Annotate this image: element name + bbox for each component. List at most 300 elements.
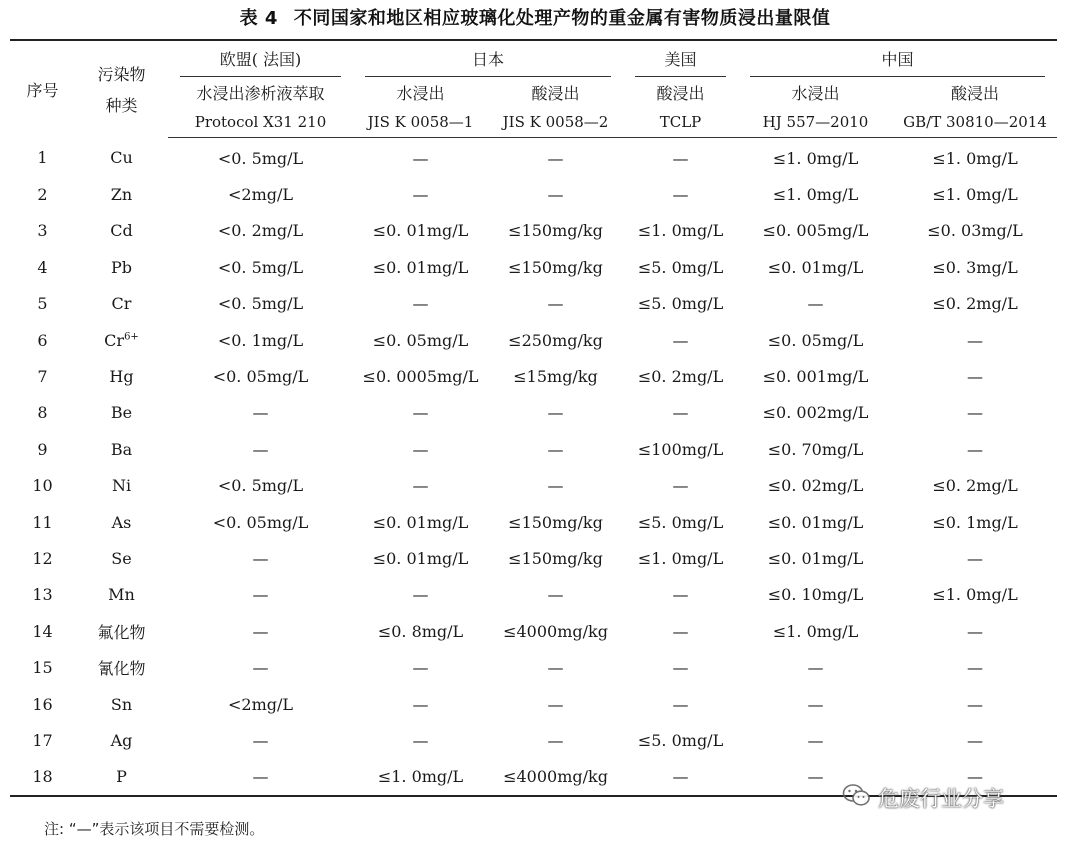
cell-limit — [168, 686, 353, 722]
cell-limit — [488, 213, 623, 249]
table-title-text: 不同国家和地区相应玻璃化处理产物的重金属有害物质浸出量限值 — [293, 8, 831, 29]
header-method: 水浸出 — [791, 83, 840, 103]
pollutant-value: Pb — [110, 257, 132, 277]
limit-value: — — [672, 185, 689, 205]
limit-value: — — [547, 439, 564, 459]
limit-value: ≤0. 2mg/L — [932, 476, 1018, 496]
table-row — [10, 431, 1057, 467]
table-row — [10, 322, 1057, 358]
cell-limit — [893, 322, 1057, 358]
pollutant-value: 氰化物 — [97, 659, 146, 679]
header-row-groups — [10, 40, 1057, 77]
limit-value: — — [967, 403, 984, 423]
table-row — [10, 213, 1057, 249]
limit-value: — — [547, 585, 564, 605]
cell-limit — [168, 759, 353, 796]
seq-value: 6 — [37, 330, 48, 350]
seq-value: 16 — [32, 694, 53, 714]
cell-limit — [353, 431, 488, 467]
header-code: Protocol X31 210 — [168, 107, 353, 138]
limit-value: ≤0. 002mg/L — [762, 403, 869, 423]
limit-value: ≤0. 05mg/L — [767, 330, 864, 350]
cell-seq — [10, 322, 75, 358]
cell-limit — [623, 358, 738, 394]
cell-seq — [10, 540, 75, 576]
limit-value: <2mg/L — [227, 185, 293, 205]
limit-value: — — [412, 658, 429, 678]
limit-value: ≤250mg/kg — [508, 330, 603, 350]
cell-limit — [623, 759, 738, 796]
limit-value: ≤0. 8mg/L — [377, 621, 464, 641]
cell-pollutant — [75, 249, 168, 285]
pollutant-value: Be — [110, 403, 133, 423]
seq-value: 5 — [37, 294, 48, 314]
seq-value: 3 — [37, 221, 48, 241]
limit-value: — — [967, 367, 984, 387]
pollutant-value: Zn — [110, 185, 133, 205]
cell-limit — [893, 138, 1057, 177]
cell-limit — [893, 431, 1057, 467]
limit-value: ≤0. 10mg/L — [767, 585, 864, 605]
limit-value: — — [547, 403, 564, 423]
limit-value: ≤150mg/kg — [508, 548, 603, 568]
table-note: 注: “—”表示该项目不需要检测。 — [44, 820, 265, 838]
cell-limit — [893, 577, 1057, 613]
limit-value: ≤0. 1mg/L — [932, 512, 1018, 532]
cell-limit — [623, 577, 738, 613]
cell-limit — [893, 358, 1057, 394]
limit-value: ≤5. 0mg/L — [637, 730, 724, 750]
cell-limit — [488, 395, 623, 431]
cell-limit — [168, 213, 353, 249]
header-method: 水浸出 — [396, 83, 445, 103]
limit-value: — — [547, 658, 564, 678]
header-code: JIS K 0058—2 — [488, 107, 623, 138]
limit-value: ≤0. 01mg/L — [372, 512, 469, 532]
cell-limit — [353, 686, 488, 722]
cell-limit — [353, 613, 488, 649]
limit-value: — — [547, 730, 564, 750]
limit-value: — — [672, 694, 689, 714]
cell-limit — [738, 176, 893, 212]
limit-value: ≤5. 0mg/L — [637, 294, 724, 314]
seq-value: 18 — [32, 767, 53, 787]
table-title — [0, 4, 1070, 30]
limit-value: — — [547, 294, 564, 314]
limit-value: <0. 5mg/L — [217, 294, 304, 314]
header-group-eu: 欧盟( 法国) — [168, 40, 353, 77]
limit-value: — — [807, 730, 824, 750]
table-row — [10, 395, 1057, 431]
limit-value: ≤0. 0005mg/L — [362, 367, 479, 387]
limit-value: — — [412, 730, 429, 750]
limit-value: ≤1. 0mg/L — [932, 585, 1018, 605]
cell-limit — [488, 649, 623, 685]
cell-seq — [10, 249, 75, 285]
cell-limit — [488, 686, 623, 722]
cell-pollutant — [75, 286, 168, 322]
pollutant-value: Sn — [110, 694, 133, 714]
limit-value: — — [547, 148, 564, 168]
limit-value: <0. 2mg/L — [217, 221, 304, 241]
cell-pollutant — [75, 613, 168, 649]
cell-limit — [738, 431, 893, 467]
cell-seq — [10, 649, 75, 685]
leaching-limits-table — [10, 39, 1057, 797]
cell-limit — [353, 176, 488, 212]
pollutant-value: Cr — [104, 330, 125, 350]
cell-pollutant — [75, 686, 168, 722]
limit-value: ≤1. 0mg/L — [772, 148, 859, 168]
limit-value: — — [412, 476, 429, 496]
cell-limit — [738, 686, 893, 722]
cell-limit — [353, 468, 488, 504]
cell-limit — [738, 577, 893, 613]
limit-value: ≤15mg/kg — [513, 367, 598, 387]
cell-limit — [623, 322, 738, 358]
cell-limit — [893, 686, 1057, 722]
seq-value: 11 — [32, 512, 53, 532]
cell-limit — [623, 431, 738, 467]
cell-limit — [738, 722, 893, 758]
seq-value: 7 — [37, 367, 48, 387]
header-code: GB/T 30810—2014 — [893, 107, 1057, 138]
limit-value: — — [672, 330, 689, 350]
limit-value: ≤100mg/L — [637, 439, 724, 459]
cell-limit — [168, 468, 353, 504]
header-code: JIS K 0058—1 — [353, 107, 488, 138]
table-row — [10, 722, 1057, 758]
limit-value: — — [547, 185, 564, 205]
limit-value: ≤1. 0mg/L — [637, 221, 724, 241]
cell-limit — [168, 504, 353, 540]
table-row — [10, 577, 1057, 613]
cell-limit — [738, 395, 893, 431]
cell-limit — [623, 138, 738, 177]
cell-limit — [488, 138, 623, 177]
seq-value: 14 — [32, 621, 53, 641]
cell-limit — [353, 577, 488, 613]
cell-pollutant — [75, 431, 168, 467]
pollutant-value: P — [116, 767, 127, 787]
table-row — [10, 686, 1057, 722]
cell-limit — [488, 249, 623, 285]
header-row-methods — [10, 77, 1057, 107]
limit-value: — — [252, 439, 269, 459]
cell-limit — [488, 759, 623, 796]
cell-pollutant — [75, 176, 168, 212]
limit-value: ≤4000mg/kg — [503, 621, 608, 641]
pollutant-value: As — [111, 512, 132, 532]
pollutant-value: Mn — [108, 585, 135, 605]
cell-pollutant — [75, 358, 168, 394]
limit-value: — — [672, 585, 689, 605]
limit-value: — — [252, 585, 269, 605]
table-body — [10, 138, 1057, 797]
limit-value: — — [967, 330, 984, 350]
limit-value: — — [967, 658, 984, 678]
cell-limit — [623, 540, 738, 576]
seq-value: 9 — [37, 439, 48, 459]
pollutant-value: Cr — [111, 294, 132, 314]
cell-seq — [10, 286, 75, 322]
header-group-japan: 日本 — [353, 40, 623, 77]
cell-pollutant — [75, 138, 168, 177]
cell-pollutant — [75, 649, 168, 685]
cell-limit — [623, 686, 738, 722]
limit-value: — — [807, 767, 824, 787]
header-method: 酸浸出 — [656, 83, 705, 103]
limit-value: — — [967, 767, 984, 787]
header-code: TCLP — [623, 107, 738, 138]
pollutant-value: 氟化物 — [97, 622, 146, 642]
cell-limit — [353, 759, 488, 796]
cell-limit — [488, 504, 623, 540]
header-method: 酸浸出 — [531, 83, 580, 103]
limit-value: ≤0. 2mg/L — [932, 294, 1018, 314]
header-method: 酸浸出 — [951, 83, 1000, 103]
limit-value: <0. 1mg/L — [217, 330, 304, 350]
cell-limit — [168, 138, 353, 177]
cell-limit — [738, 322, 893, 358]
limit-value: — — [807, 694, 824, 714]
header-pollutant-line1: 污染物 — [97, 65, 146, 85]
cell-limit — [623, 468, 738, 504]
cell-seq — [10, 504, 75, 540]
pollutant-value: Ba — [110, 439, 133, 459]
pollutant-value: Ag — [110, 730, 133, 750]
limit-value: — — [252, 621, 269, 641]
cell-seq — [10, 138, 75, 177]
limit-value: — — [672, 403, 689, 423]
cell-limit — [623, 286, 738, 322]
limit-value: — — [547, 694, 564, 714]
table-row — [10, 286, 1057, 322]
limit-value: — — [412, 185, 429, 205]
cell-limit — [893, 722, 1057, 758]
cell-pollutant — [75, 395, 168, 431]
cell-limit — [738, 358, 893, 394]
watermark — [842, 782, 1004, 814]
pollutant-value: Ni — [111, 476, 132, 496]
limit-value: ≤5. 0mg/L — [637, 512, 724, 532]
cell-seq — [10, 176, 75, 212]
seq-value: 17 — [32, 730, 53, 750]
limit-value: ≤0. 03mg/L — [927, 221, 1023, 241]
cell-limit — [168, 322, 353, 358]
cell-limit — [738, 540, 893, 576]
limit-value: <2mg/L — [227, 694, 293, 714]
header-method: 水浸出渗析液萃取 — [196, 83, 325, 103]
table-row — [10, 649, 1057, 685]
limit-value: — — [967, 730, 984, 750]
limit-value: ≤0. 3mg/L — [932, 257, 1018, 277]
limit-value: ≤0. 01mg/L — [372, 257, 469, 277]
limit-value: ≤0. 01mg/L — [372, 221, 469, 241]
cell-limit — [738, 649, 893, 685]
limit-value: ≤1. 0mg/L — [772, 185, 859, 205]
limit-value: ≤5. 0mg/L — [637, 257, 724, 277]
cell-limit — [488, 722, 623, 758]
cell-seq — [10, 358, 75, 394]
cell-pollutant — [75, 322, 168, 358]
cell-pollutant — [75, 504, 168, 540]
limit-value: — — [672, 148, 689, 168]
limit-value: ≤1. 0mg/L — [932, 185, 1018, 205]
cell-limit — [893, 540, 1057, 576]
header-row-codes — [10, 107, 1057, 138]
cell-pollutant — [75, 468, 168, 504]
limit-value: — — [252, 658, 269, 678]
cell-limit — [738, 138, 893, 177]
cell-limit — [623, 504, 738, 540]
limit-value: — — [672, 476, 689, 496]
limit-value: ≤0. 01mg/L — [767, 257, 864, 277]
pollutant-value: Cu — [110, 148, 133, 168]
limit-value: ≤0. 005mg/L — [762, 221, 869, 241]
cell-pollutant — [75, 213, 168, 249]
limit-value: — — [807, 658, 824, 678]
limit-value: — — [252, 767, 269, 787]
pollutant-value: Cd — [110, 221, 133, 241]
cell-limit — [893, 613, 1057, 649]
limit-value: <0. 05mg/L — [212, 512, 309, 532]
cell-seq — [10, 759, 75, 796]
cell-limit — [168, 176, 353, 212]
seq-value: 15 — [32, 658, 53, 678]
limit-value: ≤0. 05mg/L — [372, 330, 469, 350]
limit-value: <0. 05mg/L — [212, 367, 309, 387]
cell-seq — [10, 213, 75, 249]
cell-pollutant — [75, 759, 168, 796]
cell-limit — [488, 613, 623, 649]
limit-value: — — [547, 476, 564, 496]
cell-limit — [353, 395, 488, 431]
cell-limit — [353, 358, 488, 394]
limit-value: — — [807, 294, 824, 314]
table-row — [10, 504, 1057, 540]
table-row — [10, 249, 1057, 285]
limit-value: — — [412, 694, 429, 714]
limit-value: — — [967, 439, 984, 459]
cell-limit — [623, 395, 738, 431]
limit-value: — — [412, 294, 429, 314]
cell-limit — [488, 468, 623, 504]
pollutant-value: Se — [111, 548, 132, 568]
cell-pollutant — [75, 722, 168, 758]
cell-limit — [738, 213, 893, 249]
cell-limit — [168, 395, 353, 431]
limit-value: — — [672, 658, 689, 678]
cell-limit — [488, 286, 623, 322]
cell-limit — [353, 286, 488, 322]
table-number: 表 4 — [239, 8, 278, 29]
table-row — [10, 358, 1057, 394]
table-row — [10, 613, 1057, 649]
header-seq: 序号 — [26, 80, 59, 100]
cell-seq — [10, 613, 75, 649]
limit-value: — — [412, 585, 429, 605]
cell-limit — [893, 504, 1057, 540]
cell-limit — [893, 249, 1057, 285]
cell-limit — [353, 504, 488, 540]
limit-value: ≤1. 0mg/L — [637, 548, 724, 568]
table-row — [10, 176, 1057, 212]
table-row — [10, 540, 1057, 576]
cell-limit — [168, 577, 353, 613]
cell-limit — [623, 613, 738, 649]
cell-limit — [488, 540, 623, 576]
cell-limit — [893, 649, 1057, 685]
cell-seq — [10, 577, 75, 613]
limit-value: ≤150mg/kg — [508, 221, 603, 241]
limit-value: ≤4000mg/kg — [503, 767, 608, 787]
pollutant-value: Hg — [109, 367, 134, 387]
cell-limit — [353, 722, 488, 758]
cell-limit — [353, 649, 488, 685]
cell-limit — [168, 286, 353, 322]
cell-limit — [893, 468, 1057, 504]
limit-value: — — [252, 548, 269, 568]
cell-limit — [738, 504, 893, 540]
table-row — [10, 468, 1057, 504]
cell-limit — [488, 577, 623, 613]
cell-pollutant — [75, 540, 168, 576]
cell-limit — [623, 722, 738, 758]
cell-limit — [168, 431, 353, 467]
wechat-icon — [842, 783, 872, 814]
limit-value: <0. 5mg/L — [217, 476, 304, 496]
limit-value: ≤0. 01mg/L — [767, 548, 864, 568]
cell-limit — [353, 213, 488, 249]
cell-limit — [738, 249, 893, 285]
cell-seq — [10, 468, 75, 504]
cell-limit — [168, 722, 353, 758]
cell-limit — [738, 468, 893, 504]
limit-value: ≤1. 0mg/L — [932, 148, 1018, 168]
charge-superscript: 6+ — [124, 331, 139, 343]
seq-value: 8 — [37, 403, 48, 423]
limit-value: ≤0. 02mg/L — [767, 476, 864, 496]
cell-limit — [623, 176, 738, 212]
seq-value: 1 — [37, 148, 48, 168]
header-pollutant — [75, 40, 168, 138]
header-pollutant-line2: 种类 — [105, 96, 138, 116]
cell-seq — [10, 686, 75, 722]
limit-value: — — [252, 403, 269, 423]
cell-limit — [168, 540, 353, 576]
cell-limit — [893, 395, 1057, 431]
limit-value: — — [412, 439, 429, 459]
limit-value: ≤0. 2mg/L — [637, 367, 724, 387]
cell-limit — [893, 286, 1057, 322]
cell-limit — [623, 249, 738, 285]
cell-limit — [623, 649, 738, 685]
limit-value: — — [672, 767, 689, 787]
cell-limit — [893, 213, 1057, 249]
header-group-china: 中国 — [738, 40, 1057, 77]
cell-limit — [738, 613, 893, 649]
limit-value: <0. 5mg/L — [217, 257, 304, 277]
cell-limit — [488, 358, 623, 394]
seq-value: 13 — [32, 585, 53, 605]
limit-value: — — [672, 621, 689, 641]
cell-limit — [353, 540, 488, 576]
limit-value: ≤0. 70mg/L — [767, 439, 864, 459]
limit-value: — — [967, 694, 984, 714]
header-code: HJ 557—2010 — [738, 107, 893, 138]
table-row — [10, 138, 1057, 177]
